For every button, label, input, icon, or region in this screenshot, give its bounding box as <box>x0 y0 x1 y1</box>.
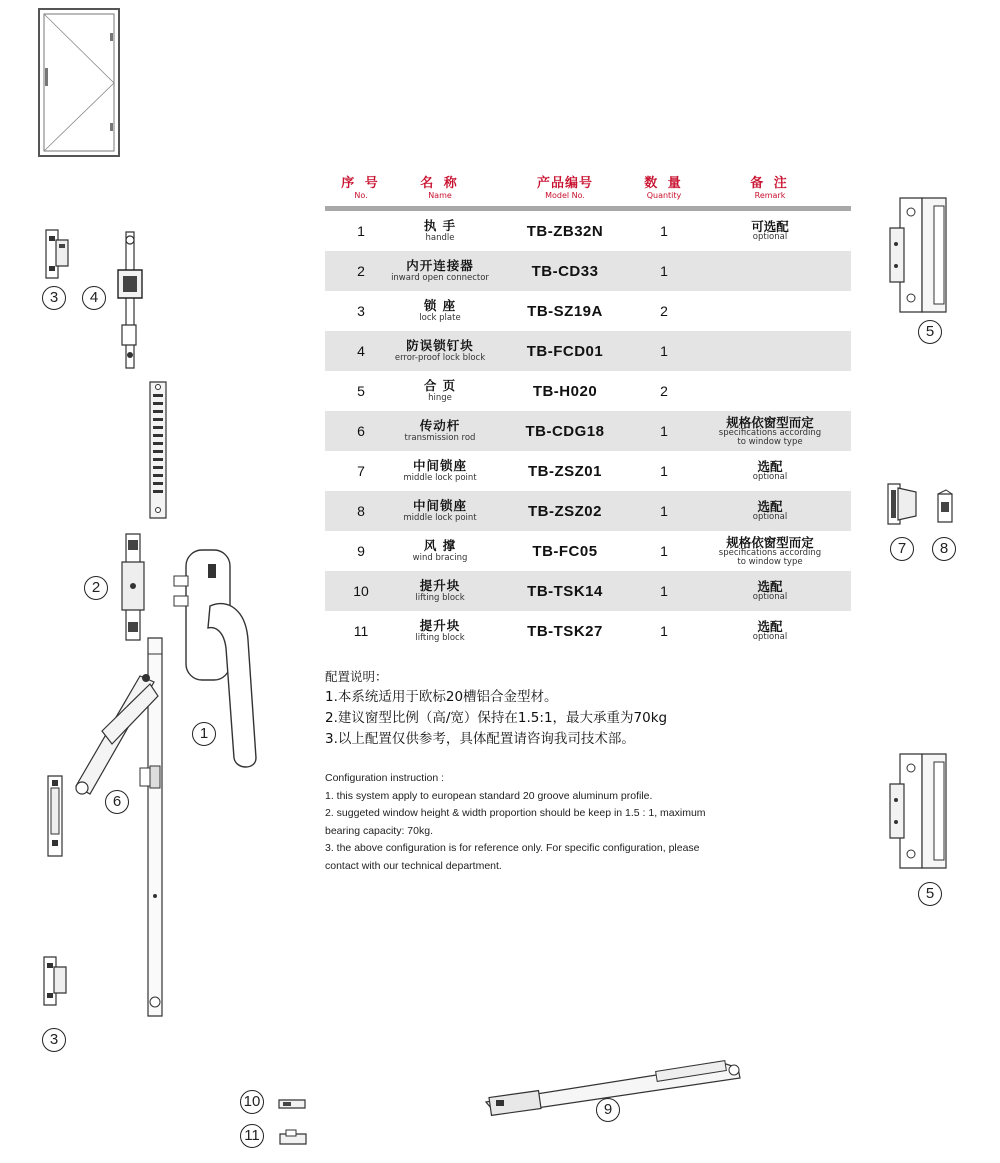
cell-name: 传动杆 transmission rod <box>404 418 476 443</box>
callout-8: 8 <box>932 537 956 561</box>
cell-no: 1 <box>357 223 365 239</box>
cell-quantity: 1 <box>660 223 668 239</box>
header-quantity: 数 量 Quantity <box>644 176 684 200</box>
cell-model: TB-TSK14 <box>527 582 603 600</box>
cell-quantity: 1 <box>660 623 668 639</box>
transmission-grille-icon <box>148 380 168 520</box>
table-row <box>325 371 851 411</box>
cell-name: 执 手 handle <box>423 218 457 243</box>
cell-quantity: 2 <box>660 383 668 399</box>
callout-2: 2 <box>84 576 108 600</box>
cell-model: TB-FCD01 <box>526 342 604 360</box>
lifting-block-11-icon <box>276 1128 310 1148</box>
handle-icon <box>170 548 260 773</box>
cell-model: TB-ZSZ02 <box>527 502 602 520</box>
cell-remark: 选配 optional <box>752 459 788 482</box>
spec-table <box>325 176 851 651</box>
callout-3-bottom: 3 <box>42 1028 66 1052</box>
lock-plate-bottom-icon <box>40 955 70 1007</box>
config-notes-en <box>325 770 805 875</box>
callout-4: 4 <box>82 286 106 310</box>
config-notes-cn <box>325 666 845 750</box>
notes-en-line: 3. the above configuration is for reference only. For specific configuration, please <box>325 842 700 854</box>
cell-model: TB-CDG18 <box>525 422 605 440</box>
cell-remark: 选配 optional <box>752 579 788 602</box>
notes-cn-line: 2.建议窗型比例（高/宽）保持在1.5:1，最大承重为70kg <box>325 710 668 726</box>
table-row <box>325 211 851 251</box>
callout-11: 11 <box>240 1124 264 1148</box>
callout-6: 6 <box>105 790 129 814</box>
table-row <box>325 251 851 291</box>
hinge-top-icon <box>886 196 962 314</box>
notes-en-line: 2. suggeted window height & width proportion should be keep in 1.5 : 1, maximum <box>325 807 706 819</box>
cell-name: 中间锁座 middle lock point <box>403 498 477 523</box>
cell-no: 7 <box>357 463 365 479</box>
header-remark: 备 注 Remark <box>750 176 790 200</box>
cell-model: TB-ZSZ01 <box>527 462 602 480</box>
cell-remark: 可选配 optional <box>751 219 789 242</box>
cell-no: 2 <box>357 263 365 279</box>
callout-9: 9 <box>596 1098 620 1122</box>
cell-no: 4 <box>357 343 365 359</box>
cell-name: 提升块 lifting block <box>415 618 465 643</box>
callout-1: 1 <box>192 722 216 746</box>
notes-en-line: bearing capacity: 70kg. <box>325 824 433 837</box>
middle-lock-7-icon <box>884 482 920 526</box>
header-no: 序 号 No. <box>341 176 381 200</box>
header-name: 名 称 Name <box>420 176 460 200</box>
table-row <box>325 331 851 371</box>
middle-lock-8-icon <box>932 488 960 526</box>
cell-name: 风 撑 wind bracing <box>412 538 468 563</box>
notes-cn-title: 配置说明： <box>325 669 388 684</box>
callout-7: 7 <box>890 537 914 561</box>
cell-remark <box>705 251 835 291</box>
cell-quantity: 1 <box>660 343 668 359</box>
table-header <box>325 176 851 211</box>
lock-block-icon <box>112 230 148 370</box>
callout-5-bottom: 5 <box>918 882 942 906</box>
cell-model: TB-TSK27 <box>527 622 603 640</box>
notes-cn-line: 3.以上配置仅供参考，具体配置请咨询我司技术部。 <box>325 731 635 747</box>
table-row <box>325 491 851 531</box>
notes-en-line: 1. this system apply to european standard 20 groove aluminum profile. <box>325 789 653 802</box>
cell-quantity: 1 <box>660 503 668 519</box>
cell-name: 中间锁座 middle lock point <box>403 458 477 483</box>
cell-remark: 规格依窗型而定 specifications according to window type <box>718 414 822 447</box>
cell-remark: 选配 optional <box>752 619 788 642</box>
cell-quantity: 1 <box>660 543 668 559</box>
header-model: 产品编号 Model No. <box>536 176 593 200</box>
cell-remark <box>705 371 835 411</box>
callout-10: 10 <box>240 1090 264 1114</box>
table-row <box>325 611 851 651</box>
cell-no: 8 <box>357 503 365 519</box>
cell-model: TB-H020 <box>532 382 598 400</box>
cell-quantity: 1 <box>660 583 668 599</box>
lifting-block-10-icon <box>275 1096 309 1112</box>
table-body <box>325 211 851 651</box>
callout-5-top: 5 <box>918 320 942 344</box>
table-row <box>325 291 851 331</box>
cell-no: 6 <box>357 423 365 439</box>
cell-name: 防误锁钉块 error-proof lock block <box>394 338 486 363</box>
cell-name: 合 页 hinge <box>423 378 457 403</box>
cell-quantity: 1 <box>660 463 668 479</box>
cell-remark: 选配 optional <box>752 499 788 522</box>
cell-quantity: 1 <box>660 263 668 279</box>
cell-no: 9 <box>357 543 365 559</box>
cell-model: TB-CD33 <box>531 262 599 280</box>
transmission-rod-icon <box>62 636 172 1020</box>
cell-model: TB-FC05 <box>532 542 598 560</box>
table-row <box>325 531 851 571</box>
cell-name: 内开连接器 inward open connector <box>391 258 489 283</box>
notes-en-title: Configuration instruction : <box>325 772 445 784</box>
table-row <box>325 451 851 491</box>
inward-connector-icon <box>118 532 148 642</box>
table-row <box>325 571 851 611</box>
cell-remark: 规格依窗型而定 specifications according to window type <box>718 534 822 567</box>
notes-en-line: contact with our technical department. <box>325 859 502 872</box>
cell-quantity: 1 <box>660 423 668 439</box>
middle-lock-left-icon <box>42 774 68 858</box>
hinge-bottom-icon <box>886 752 962 870</box>
cell-remark <box>705 331 835 371</box>
cell-no: 11 <box>353 623 369 639</box>
window-diagram-icon <box>38 8 120 158</box>
cell-no: 5 <box>357 383 365 399</box>
notes-cn-line: 1.本系统适用于欧标20槽铝合金型材。 <box>325 689 558 705</box>
table-row <box>325 411 851 451</box>
cell-model: TB-ZB32N <box>526 222 604 240</box>
lock-plate-top-icon <box>42 228 72 280</box>
cell-name: 锁 座 lock plate <box>419 298 461 323</box>
cell-no: 3 <box>357 303 365 319</box>
cell-remark <box>705 291 835 331</box>
callout-3-top: 3 <box>42 286 66 310</box>
cell-model: TB-SZ19A <box>527 302 603 320</box>
cell-no: 10 <box>353 583 369 599</box>
cell-name: 提升块 lifting block <box>415 578 465 603</box>
cell-quantity: 2 <box>660 303 668 319</box>
